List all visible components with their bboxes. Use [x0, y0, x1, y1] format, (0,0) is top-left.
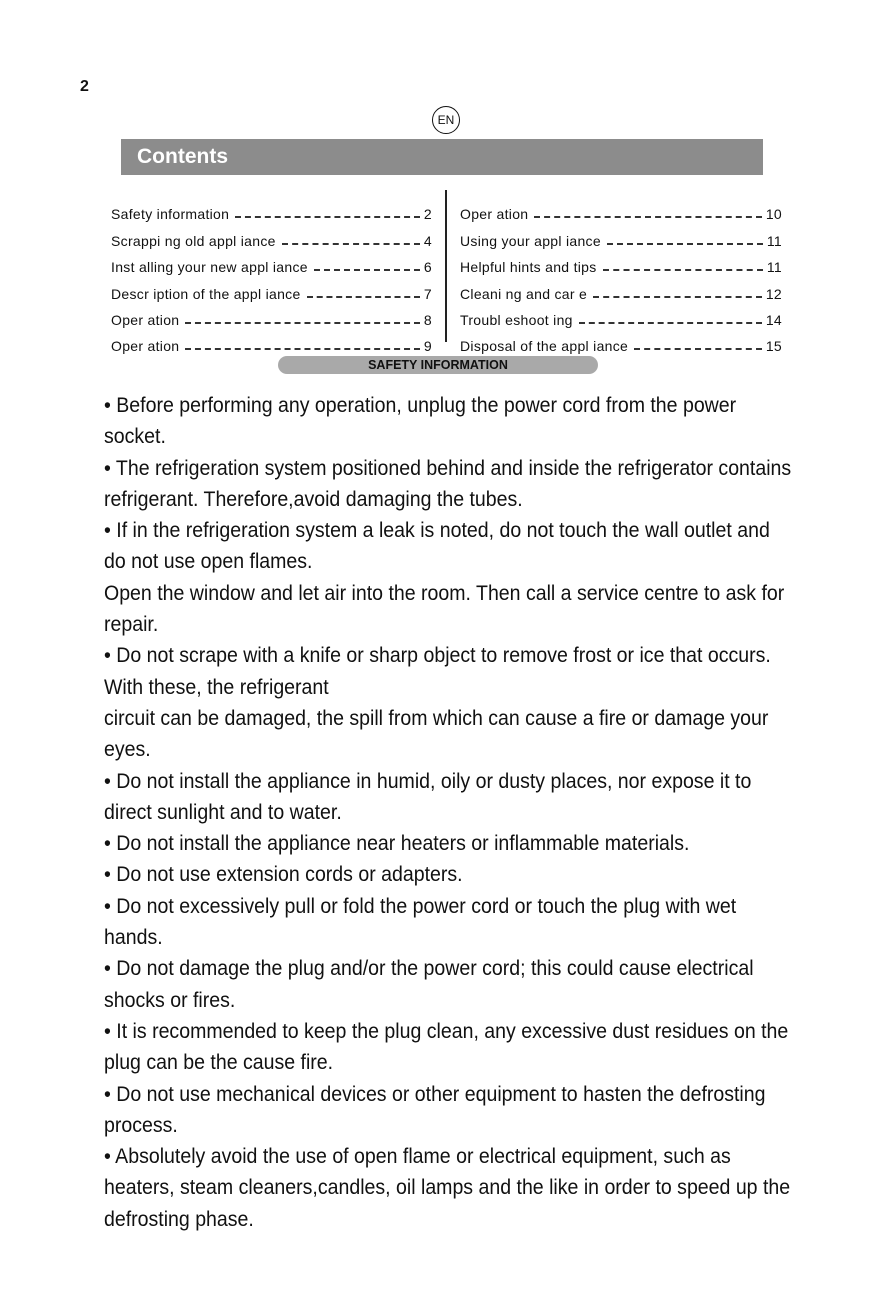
toc-entry-page: 8: [423, 311, 432, 328]
toc-entry-label: Helpful hints and tips: [460, 259, 597, 276]
toc-entry[interactable]: [460, 222, 782, 248]
toc-entry-label: Scrappi ng old appl iance: [111, 232, 276, 249]
safety-paragraph: Open the window and let air into the room. Then call a service centre to ask for repair.: [104, 581, 785, 637]
toc-entry[interactable]: [460, 275, 782, 301]
toc-leader: [307, 296, 420, 298]
toc-entry-page: 10: [765, 206, 782, 223]
toc-entry-page: 9: [423, 338, 432, 355]
toc-entry-label: Disposal of the appl iance: [460, 338, 629, 355]
safety-paragraph: • Absolutely avoid the use of open flame or electrical equipment, such as heaters, steam cleaners,candles, oil lamps and the like in order to speed up the defrosting phase.: [104, 1145, 791, 1231]
safety-paragraph: • Do not damage the plug and/or the power cord; this could cause electrical shocks or fires.: [104, 957, 754, 1012]
toc-entry-label: Troubl eshoot ing: [460, 311, 573, 328]
safety-paragraph: • It is recommended to keep the plug clean, any excessive dust residues on the plug can be the cause fire.: [104, 1019, 789, 1075]
toc-entry-page: 14: [765, 311, 782, 328]
toc-entry-page: 2: [423, 206, 432, 223]
toc-entry[interactable]: [111, 196, 432, 222]
toc-entry-label: Safety information: [111, 206, 230, 223]
toc-leader: [185, 322, 420, 324]
toc-right-column: [460, 196, 782, 354]
toc-entry-page: 6: [423, 259, 432, 276]
safety-paragraph: • Do not scrape with a knife or sharp object to remove frost or ice that occurs. With these, the refrigerant: [104, 644, 771, 699]
safety-paragraph: • Before performing any operation, unplug the power cord from the power socket.: [104, 394, 737, 449]
toc-entry[interactable]: [111, 275, 432, 301]
toc-entry-page: 15: [765, 338, 782, 355]
contents-header: [121, 139, 763, 175]
toc-entry-label: Oper ation: [460, 206, 529, 223]
safety-paragraph: • Do not install the appliance near heaters or inflammable materials.: [104, 832, 690, 856]
toc-entry-label: Inst alling your new appl iance: [111, 259, 308, 276]
toc-leader: [235, 216, 420, 218]
language-badge: EN: [432, 106, 460, 134]
toc-entry[interactable]: [460, 249, 782, 275]
toc-entry-label: Cleani ng and car e: [460, 285, 588, 302]
toc-entry-page: 12: [765, 285, 782, 302]
contents-title: Contents: [137, 145, 228, 168]
safety-section-heading: SAFETY INFORMATION: [278, 356, 598, 374]
toc-leader: [593, 296, 762, 298]
toc-entry-page: 11: [766, 232, 782, 249]
toc-leader: [185, 348, 420, 350]
toc-entry[interactable]: [460, 302, 782, 328]
toc-entry[interactable]: [111, 222, 432, 248]
toc-entry-page: 11: [766, 259, 782, 276]
toc-leader: [534, 216, 761, 218]
toc-entry[interactable]: [111, 302, 432, 328]
toc-entry-label: Oper ation: [111, 311, 180, 328]
toc-entry[interactable]: [111, 249, 432, 275]
toc-entry-page: 7: [423, 285, 432, 302]
safety-paragraph: • The refrigeration system positioned behind and inside the refrigerator contains refrigerant. Therefore,avoid damaging the tubes.: [104, 456, 792, 511]
toc-leader: [603, 269, 763, 271]
toc-entry[interactable]: [460, 196, 782, 222]
safety-paragraph: • Do not install the appliance in humid, oily or dusty places, nor expose it to direct sunlight and to water.: [104, 769, 752, 824]
safety-paragraph: • Do not use extension cords or adapters.: [104, 863, 463, 887]
page-number: 2: [80, 78, 89, 95]
safety-paragraph: • Do not excessively pull or fold the power cord or touch the plug with wet hands.: [104, 894, 737, 950]
toc-entry[interactable]: [111, 328, 432, 354]
toc-leader: [607, 243, 763, 245]
safety-body: [104, 390, 794, 1235]
toc-entry-label: Oper ation: [111, 338, 180, 355]
toc-leader: [634, 348, 762, 350]
toc-entry[interactable]: [460, 328, 782, 354]
safety-paragraph: • Do not use mechanical devices or other equipment to hasten the defrosting process.: [104, 1082, 766, 1137]
safety-paragraph: • If in the refrigeration system a leak is noted, do not touch the wall outlet and do not use open flames.: [104, 519, 770, 574]
toc-entry-label: Using your appl iance: [460, 232, 601, 249]
toc-leader: [282, 243, 420, 245]
toc-left-column: [111, 196, 432, 354]
toc-entry-label: Descr iption of the appl iance: [111, 285, 301, 302]
toc-leader: [579, 322, 762, 324]
toc-leader: [314, 269, 420, 271]
safety-paragraph: circuit can be damaged, the spill from which can cause a fire or damage your eyes.: [104, 706, 769, 762]
toc-entry-page: 4: [423, 232, 432, 249]
toc-divider: [445, 190, 447, 342]
